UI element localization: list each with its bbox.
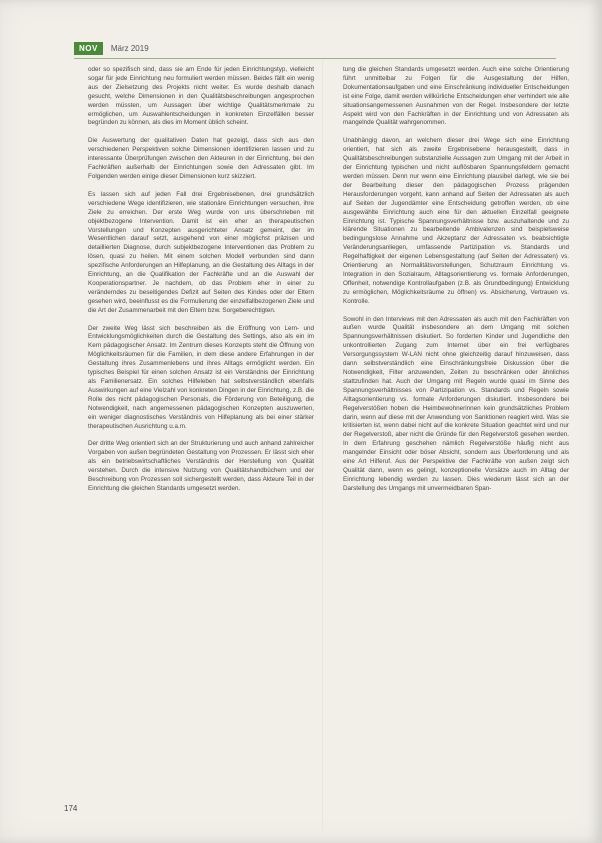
paragraph: Die Auswertung der qualitativen Daten hat gezeigt, dass sich aus den verschiedenen Perspektiven solche Dimensionen identifizieren lassen und zu interessante Überprüfungen zwischen den Akteuren in der Einrichtung, bei den Fachkräften außerhalb der Einrichtungen sowie den Adressaten gibt. Im Folgenden werden einige dieser Dimensionen kurz skizziert. (88, 137, 314, 180)
column-gutter (322, 60, 323, 830)
paragraph: Sowohl in den Interviews mit den Adressaten als auch mit den Fachkräften von außen wurde Qualität insbesondere an dem Umgang mit solchen Spannungsverhältnissen diskutiert. So forderten Kinder und Jugendliche den unkontrollierten Zugang zum Internet über ein frei verfügbares Versorgungssystem W-LAN nicht ohne gleichzeitig darauf hinzuweisen, dass dann selbstverständlich eine Einschränkungsfreie Diskussion über die Notwendigkeit, Filter anzuwenden, Zeiten zu beschränken oder ähnliches stattzufinden hat. Auch der Umgang mit Regeln wurde quasi im Sinne des Spannungsverhältnisses von Partizipation vs. Standards und Regeln sowie Alltagsorientierung vs. formale Anforderungen diskutiert. Insbesondere bei Regelverstößen hoben die Heimbewohnerinnen kein grundsätzliches Problem darin, wenn auf diese mit der Anwendung von Sanktionen reagiert wird. Was sie kritisierten ist, wenn dabei nicht auf die konkrete Situation geachtet wird und nur der Regelverstoß, aber nicht die Gründe für den Regelverstoß gesehen werden. In dem Erfahrung geschehen nämlich Regelverstöße häufig nicht aus mangelnder Einsicht oder böser Absicht, sondern aus Überforderung und als eine Art Hilferuf. Aus der Perspektive der Fachkräfte von außen zeigt sich Qualität dann, wenn es gelingt, konzeptionelle Vorsätze auch im Alltag der Einrichtung lebendig werden zu lassen. Dies wiederum lässt sich an der Darstellung des Umgangs mit unvermeidbaren Span- (343, 315, 569, 492)
page-header (74, 40, 149, 56)
paragraph: Der dritte Weg orientiert sich an der Strukturierung und auch anhand zahlreicher Vorgaben von außen begründeten Gestaltung von Prozessen. Er lässt sich eher als ein betriebswirtschaftliches Verständnis der Herstellung von Qualität verstehen. Durch die intensive Nutzung von Qualitätshandbüchern und der Beschreibung von Prozessen soll sichergestellt werden, dass Akteure Teil in der Einrichtung die gleichen Standards umgesetzt werden. (88, 440, 314, 492)
left-column (88, 66, 314, 494)
right-column (343, 66, 569, 494)
section-badge: NOV (74, 42, 103, 55)
header-rule (74, 58, 556, 59)
paragraph: oder so spezifisch sind, dass sie am Ende für jeden Einrichtungstyp, vielleicht sogar für jede Einrichtung neu formuliert werden müssen. Beides fällt ein wenig aus der Zielsetzung des Projekts nicht weiter. Es wurde deshalb danach gesucht, welche Dimensionen in den Qualitätsbeschreibungen angesprochen werden müssten, um Aussagen über wichtige Qualitätsmerkmale zu ermöglichen, um Auswahlentscheidungen in konkreten Einzelfällen besser begründen zu können, als dies im Moment üblich scheint. (88, 66, 314, 127)
paragraph: tung die gleichen Standards umgesetzt werden. Auch eine solche Orientierung führt unmittelbar zu Folgen für die Ausgestaltung der Hilfen, Dokumentationsaufgaben und eine Einschränkung individueller Entscheidungen ist eine Folge, damit werden willkürliche Entscheidungen eher verhindert wie alle situationsangemessenen Ausnahmen von der Regel. Insbesondere der letzte Aspekt wird von den Fachkräften in der Einrichtung und von Adressaten als mangelnde Qualität wahrgenommen. (343, 66, 569, 127)
paragraph: Der zweite Weg lässt sich beschreiben als die Eröffnung von Lern- und Entwicklungsmöglichkeiten durch die Gestaltung des Settings, also als ein im Kern pädagogischer Ansatz. Im Zentrum dieses Konzepts steht die Öffnung von Möglichkeitsräumen für die Familien, in dem diese andere Erfahrungen in der Gestaltung ihres Zusammenlebens und ihres Alltags ermöglicht werden. Ein typisches Beispiel für einen solchen Ansatz ist ein Verständnis der Einrichtung als Familienersatz. Ein solches Hilfeleben hat selbstverständlich ebenfalls Auswirkungen auf eine Vielzahl von konkreten Dingen in der Einrichtung, z.B. die Rolle des nicht pädagogischen Personals, die Förderung von Beteiligung, die Notwendigkeit, nach angemessenen pädagogischen Konzepten auszuwerten, ein weniger diagnostisches Verständnis von Hilfeplanung als bei einer stärker therapeutischen Ausrichtung u.a.m. (88, 324, 314, 430)
page-number: 174 (64, 804, 78, 813)
paragraph: Unabhängig davon, an welchem dieser drei Wege sich eine Einrichtung orientiert, hat sich als zweite Ergebnisebene herausgestellt, dass in Qualitätsbeschreibungen substanzielle Aussagen zum Umgang mit der Arbeit in der Einrichtung typischen und nicht auflösbaren Spannungsfeldern gemacht werden müssen. Denn nur wenn eine Einrichtung plausibel darlegt, wie sie bei der Bearbeitung dieser den pädagogischen Prozess prägenden Herausforderungen vorgeht, kann anhand auf Seiten der Adressaten als auch auf Seiten der Jugendämter eine Entscheidung getroffen werden, ob eine ausgewählte Einrichtung auch eine für den aktuellen Einzelfall geeignete Einrichtung ist. Typische Spannungsverhältnisse bzw. auszuhaltende und zu klärende Situationen zu bearbeitende Ambivalenzen sind beispielsweise bedingungslose Annahme und Akzeptanz der Adressaten vs. beabsichtigte Veränderungsanliegen, umfassende Partizipation vs. Standards und Regelhaftigkeit der eigenen Lebensgestaltung (auf Seiten der Adressaten) vs. Orientierung an Normalitätsvorstellungen, Schutzraum Einrichtung vs. Integration in den Sozialraum, Alltagsorientierung vs. formale Anforderungen, Offenheit, notwendige Kontrollaufgaben (z.B. als Grundbedingung) Entwicklung zu ermöglichen, Möglichkeitsräume zu öffnen) vs. Absicherung, Vertrauen vs. Kontrolle. (343, 137, 569, 305)
issue-date: März 2019 (110, 43, 149, 53)
paragraph: Es lassen sich auf jeden Fall drei Ergebnisebenen, drei grundsätzlich verschiedene Wege identifizieren, wie stationäre Einrichtungen versuchen, ihre Ziele zu erreichen. Der erste Weg wurde von uns überschrieben mit objektbezogene Intervention. Damit ist ein eher an therapeutischen Vorstellungen und Konzepten ausgerichteter Ansatz gemeint, der im Wesentlichen darauf setzt, ausgehend von einer möglichst präzisen und detaillierten Diagnose, durch subjektbezogene Interventionen das Problem zu lösen, quasi zu heilen. Mit einem solchen Modell verbunden sind dann spezifische Anforderungen an Hilfeplanung, an die Gestaltung des Alltags in der Einrichtung, an die Qualifikation der Fachkräfte und an die Auswahl der Kooperationspartner. Je nachdem, ob das Problem eher in einer zu veränderndes zu beseitigendes Defizit auf Seiten des Kindes oder der Eltern gesehen wird, beeinflusst es die Formulierung der einzelfallbezogenen Ziele und die Art der Zusammenarbeit mit den Eltern bzw. Sorgeberechtigten. (88, 190, 314, 314)
